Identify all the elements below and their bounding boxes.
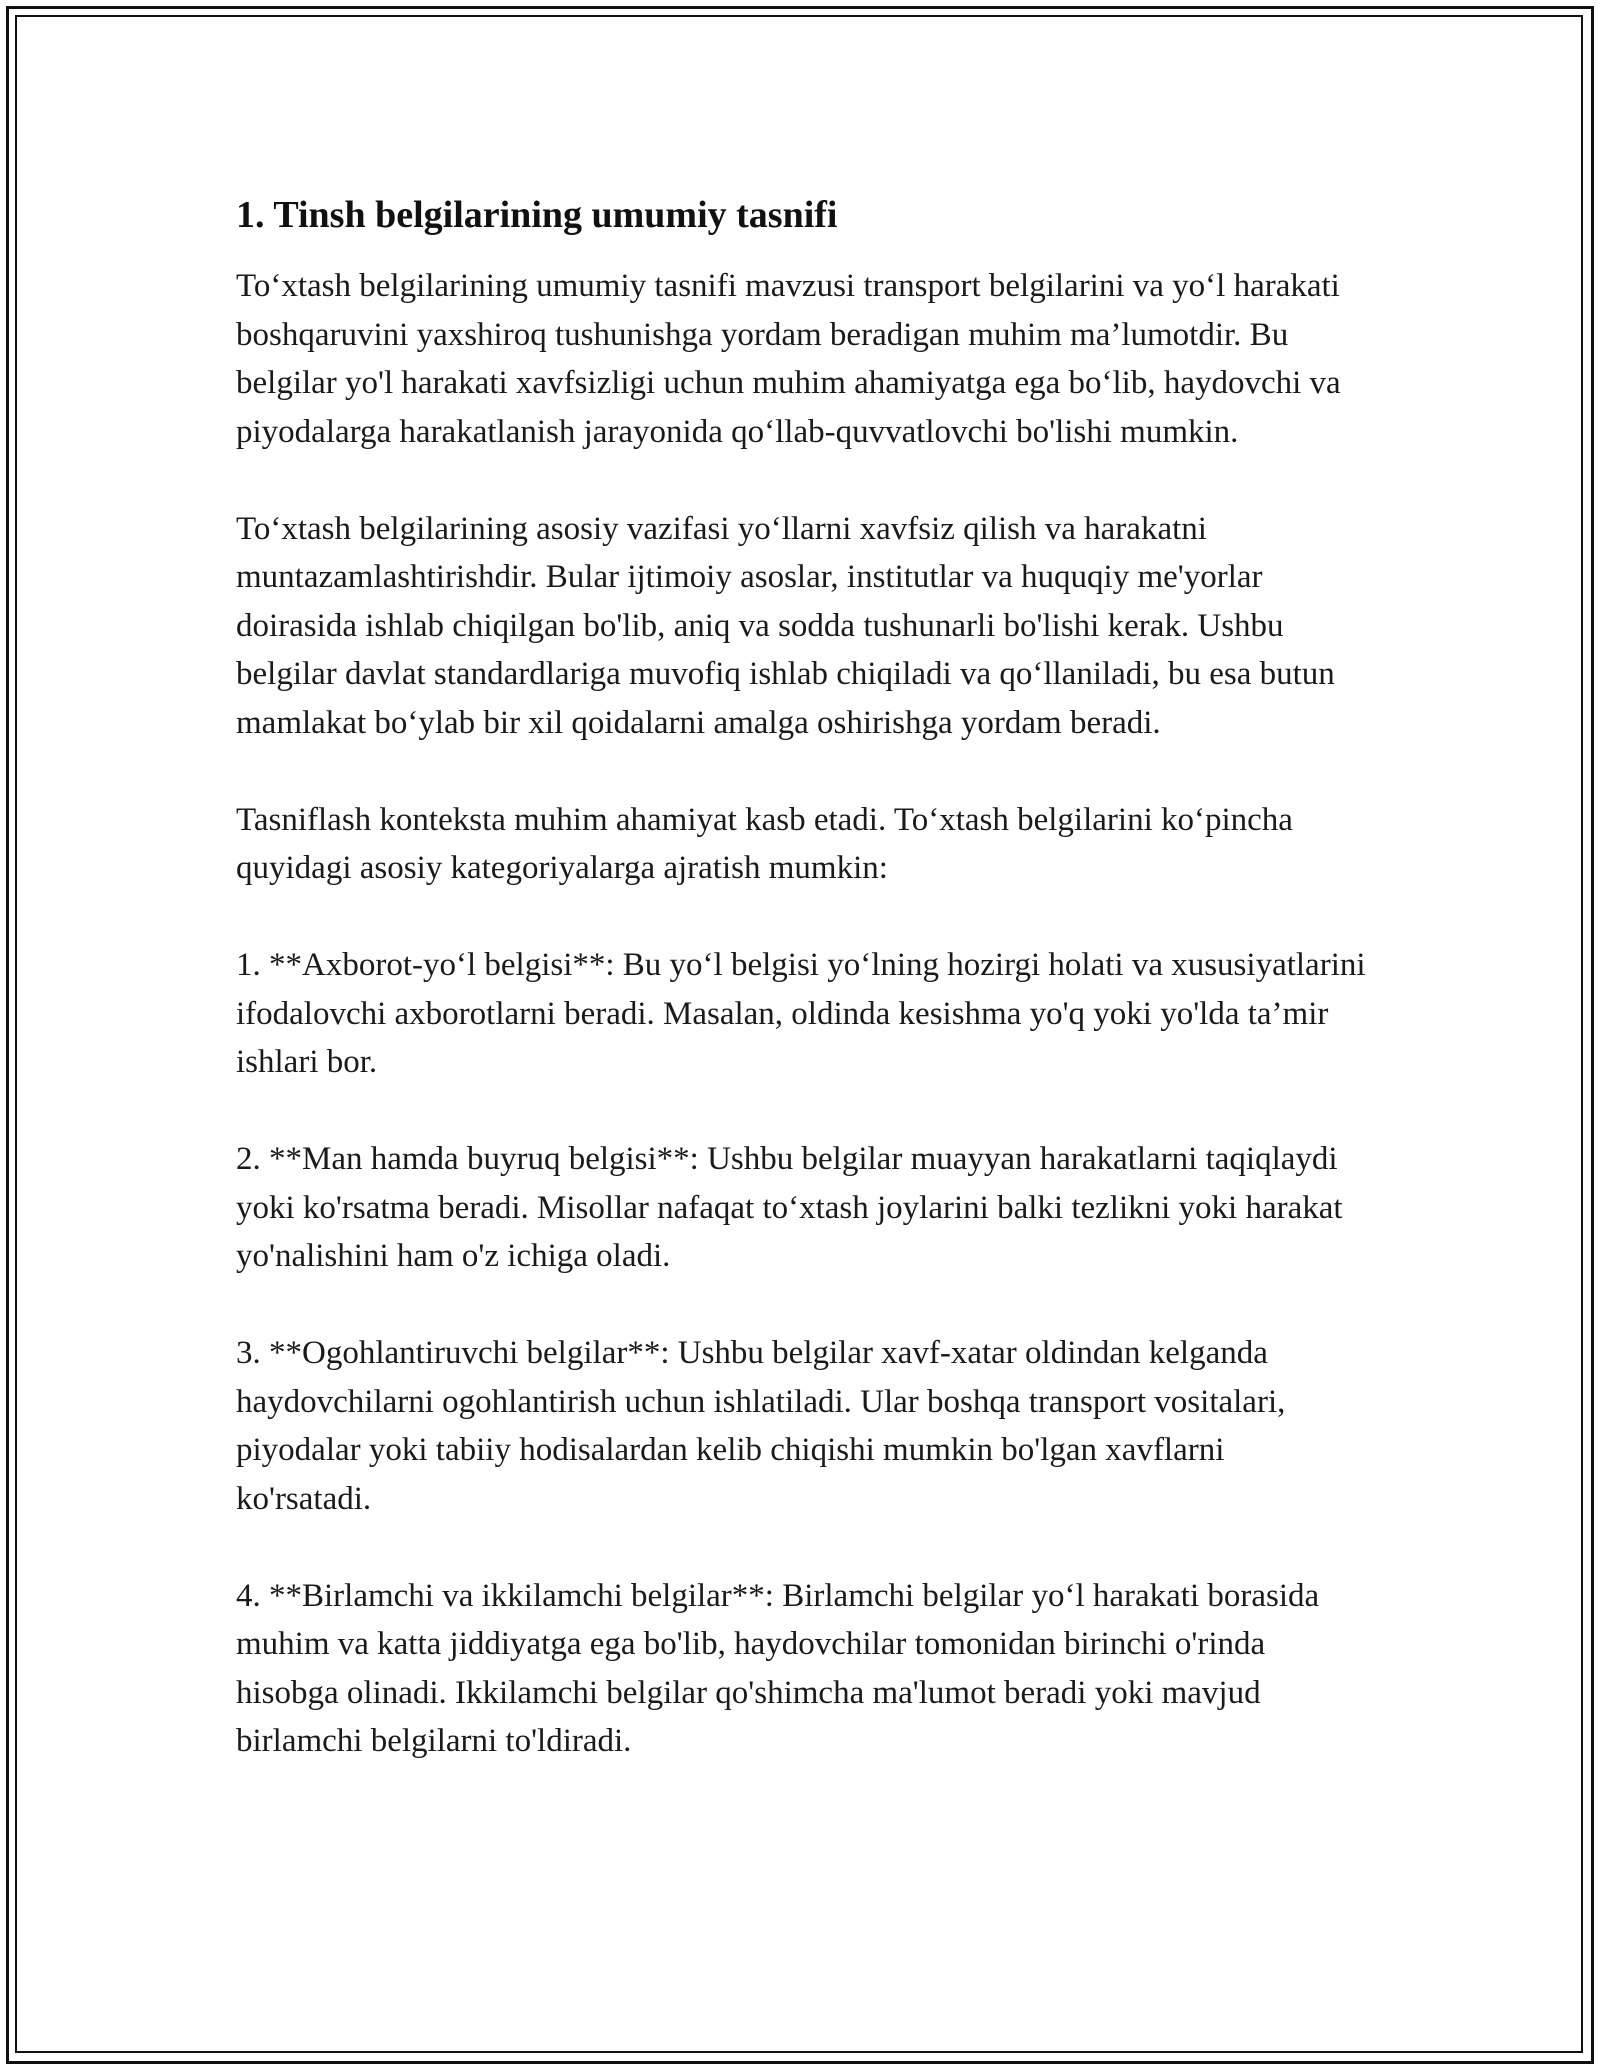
paragraph-classification: Tasniflash konteksta muhim ahamiyat kasb etadi. To‘xtash belgilarini ko‘pincha quyidagi asosiy kategoriyalarga ajratish mumkin: (236, 801, 1293, 886)
list-item-warning-sign: 3. **Ogohlantiruvchi belgilar**: Ushbu belgilar xavf-xatar oldindan kelganda haydovchilarni ogohlantirish uchun ishlatiladi. Ular boshqa transport vositalari, piyodalar yoki tabiiy hodisalardan kelib chiqishi mumkin bo'lgan xavflarni ko'rsatadi. (236, 1335, 1286, 1517)
list-item-information-sign: 1. **Axborot-yo‘l belgisi**: Bu yo‘l belgisi yo‘lning hozirgi holati va xususiyatlarini ifodalovchi axborotlarni beradi. Masalan, oldinda kesishma yo'q yoki yo'lda ta’mir ishlari bor. (236, 947, 1366, 1080)
section-heading: 1. Tinsh belgilarining umumiy tasnifi (236, 194, 838, 236)
list-item-primary-secondary-sign: 4. **Birlamchi va ikkilamchi belgilar**: Birlamchi belgilar yo‘l harakati borasida muhim va katta jiddiyatga ega bo'lib, haydovchilar tomonidan birinchi o'rinda hisobga olinadi. Ikkilamchi belgilar qo'shimcha ma'lumot beradi yoki mavjud birlamchi belgilarni to'ldiradi. (236, 1577, 1320, 1759)
document-body (236, 190, 1366, 1814)
paragraph-purpose: To‘xtash belgilarining asosiy vazifasi yo‘llarni xavfsiz qilish va harakatni muntazamlashtirishdir. Bular ijtimoiy asoslar, institutlar va huquqiy me'yorlar doirasida ishlab chiqilgan bo'lib, aniq va sodda tushunarli bo'lishi kerak. Ushbu belgilar davlat standardlariga muvofiq ishlab chiqiladi va qo‘llaniladi, bu esa butun mamlakat bo‘ylab bir xil qoidalarni amalga oshirishga yordam beradi. (236, 510, 1335, 741)
list-item-prohibition-sign: 2. **Man hamda buyruq belgisi**: Ushbu belgilar muayyan harakatlarni taqiqlaydi yoki ko'rsatma beradi. Misollar nafaqat to‘xtash joylarini balki tezlikni yoki harakat yo'nalishini ham o'z ichiga oladi. (236, 1141, 1343, 1274)
paragraph-intro: To‘xtash belgilarining umumiy tasnifi mavzusi transport belgilarini va yo‘l harakati boshqaruvini yaxshiroq tushunishga yordam beradigan muhim ma’lumotdir. Bu belgilar yo'l harakati xavfsizligi uchun muhim ahamiyatga ega bo‘lib, haydovchi va piyodalarga harakatlanish jarayonida qo‘llab-quvvatlovchi bo'lishi mumkin. (236, 268, 1341, 450)
